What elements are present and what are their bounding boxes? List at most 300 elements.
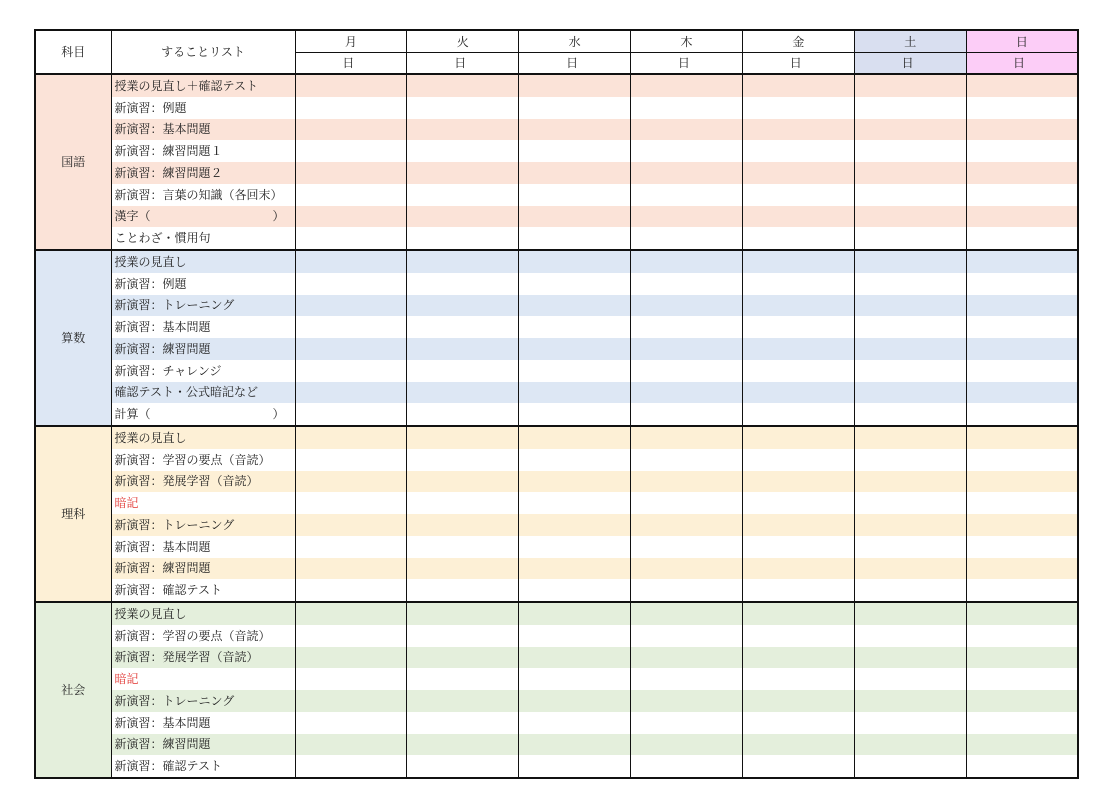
check-cell-sat[interactable] — [854, 119, 966, 141]
check-cell-thu[interactable] — [631, 74, 743, 97]
task-row — [35, 206, 1078, 228]
check-cell-wed[interactable] — [519, 449, 631, 471]
check-cell-thu[interactable] — [631, 403, 743, 426]
task-row — [35, 558, 1078, 580]
check-cell-mon[interactable] — [295, 602, 407, 625]
check-cell-sat[interactable] — [854, 625, 966, 647]
check-cell-mon[interactable] — [295, 625, 407, 647]
check-cell-sat[interactable] — [854, 273, 966, 295]
check-cell-wed[interactable] — [519, 558, 631, 580]
check-cell-mon[interactable] — [295, 273, 407, 295]
check-cell-sat[interactable] — [854, 712, 966, 734]
task-text: 新演習：基本問題 — [114, 539, 211, 554]
task-label — [111, 273, 295, 295]
check-cell-mon[interactable] — [295, 734, 407, 756]
check-cell-sat[interactable] — [854, 558, 966, 580]
check-cell-fri[interactable] — [742, 338, 854, 360]
task-text: 授業の見直し — [114, 606, 187, 621]
check-cell-tue[interactable] — [407, 140, 519, 162]
check-cell-sun[interactable] — [966, 162, 1078, 184]
check-cell-wed[interactable] — [519, 184, 631, 206]
check-cell-sat[interactable] — [854, 690, 966, 712]
check-cell-tue[interactable] — [407, 625, 519, 647]
check-cell-sun[interactable] — [966, 227, 1078, 250]
check-cell-tue[interactable] — [407, 97, 519, 119]
check-cell-fri[interactable] — [742, 602, 854, 625]
task-row — [35, 712, 1078, 734]
check-cell-mon[interactable] — [295, 471, 407, 493]
check-cell-sun[interactable] — [966, 119, 1078, 141]
task-label — [111, 426, 295, 449]
check-cell-sun[interactable] — [966, 140, 1078, 162]
check-cell-sun[interactable] — [966, 426, 1078, 449]
check-cell-mon[interactable] — [295, 492, 407, 514]
check-cell-mon[interactable] — [295, 360, 407, 382]
check-cell-sat[interactable] — [854, 602, 966, 625]
check-cell-fri[interactable] — [742, 647, 854, 669]
check-cell-thu[interactable] — [631, 449, 743, 471]
subject-label: 算数 — [35, 250, 111, 426]
check-cell-tue[interactable] — [407, 403, 519, 426]
check-cell-sun[interactable] — [966, 734, 1078, 756]
check-cell-fri[interactable] — [742, 734, 854, 756]
check-cell-tue[interactable] — [407, 382, 519, 404]
check-cell-sat[interactable] — [854, 492, 966, 514]
check-cell-mon[interactable] — [295, 690, 407, 712]
task-text: 新演習：発展学習（音読） — [114, 650, 259, 665]
check-cell-sat[interactable] — [854, 426, 966, 449]
check-cell-wed[interactable] — [519, 316, 631, 338]
check-cell-tue[interactable] — [407, 690, 519, 712]
check-cell-tue[interactable] — [407, 119, 519, 141]
task-label — [111, 74, 295, 97]
check-cell-tue[interactable] — [407, 712, 519, 734]
check-cell-fri[interactable] — [742, 536, 854, 558]
check-cell-wed[interactable] — [519, 360, 631, 382]
task-row — [35, 755, 1078, 778]
check-cell-fri[interactable] — [742, 140, 854, 162]
check-cell-sun[interactable] — [966, 625, 1078, 647]
check-cell-fri[interactable] — [742, 382, 854, 404]
check-cell-fri[interactable] — [742, 316, 854, 338]
check-cell-fri[interactable] — [742, 449, 854, 471]
check-cell-wed[interactable] — [519, 74, 631, 97]
check-cell-tue[interactable] — [407, 316, 519, 338]
check-cell-sun[interactable] — [966, 184, 1078, 206]
check-cell-fri[interactable] — [742, 295, 854, 317]
check-cell-sat[interactable] — [854, 755, 966, 778]
check-cell-wed[interactable] — [519, 403, 631, 426]
check-cell-mon[interactable] — [295, 558, 407, 580]
check-cell-tue[interactable] — [407, 426, 519, 449]
check-cell-fri[interactable] — [742, 119, 854, 141]
task-row — [35, 449, 1078, 471]
subject-column-header: 科目 — [35, 30, 111, 74]
check-cell-wed[interactable] — [519, 579, 631, 602]
check-cell-wed[interactable] — [519, 140, 631, 162]
check-cell-wed[interactable] — [519, 625, 631, 647]
check-cell-fri[interactable] — [742, 690, 854, 712]
task-label — [111, 647, 295, 669]
group-kokugo — [35, 74, 1078, 250]
check-cell-sat[interactable] — [854, 162, 966, 184]
task-text: 暗記 — [114, 496, 139, 511]
check-cell-fri[interactable] — [742, 227, 854, 250]
task-text: 授業の見直し — [114, 430, 187, 445]
check-cell-tue[interactable] — [407, 250, 519, 273]
check-cell-thu[interactable] — [631, 755, 743, 778]
check-cell-wed[interactable] — [519, 338, 631, 360]
check-cell-sun[interactable] — [966, 668, 1078, 690]
task-row — [35, 227, 1078, 250]
check-cell-thu[interactable] — [631, 140, 743, 162]
check-cell-tue[interactable] — [407, 162, 519, 184]
task-label — [111, 316, 295, 338]
check-cell-thu[interactable] — [631, 162, 743, 184]
check-cell-thu[interactable] — [631, 206, 743, 228]
check-cell-thu[interactable] — [631, 492, 743, 514]
check-cell-fri[interactable] — [742, 360, 854, 382]
check-cell-thu[interactable] — [631, 273, 743, 295]
task-label — [111, 492, 295, 514]
check-cell-wed[interactable] — [519, 295, 631, 317]
check-cell-mon[interactable] — [295, 184, 407, 206]
task-text: 新演習：トレーニング — [114, 693, 235, 708]
check-cell-thu[interactable] — [631, 514, 743, 536]
task-row — [35, 492, 1078, 514]
weekday-wed: 水 — [519, 30, 631, 53]
check-cell-mon[interactable] — [295, 426, 407, 449]
check-cell-tue[interactable] — [407, 338, 519, 360]
check-cell-sat[interactable] — [854, 471, 966, 493]
check-cell-mon[interactable] — [295, 338, 407, 360]
check-cell-sun[interactable] — [966, 536, 1078, 558]
check-cell-tue[interactable] — [407, 227, 519, 250]
check-cell-wed[interactable] — [519, 668, 631, 690]
check-cell-mon[interactable] — [295, 140, 407, 162]
task-close-paren: ） — [272, 407, 285, 422]
task-text: 新演習：確認テスト — [114, 759, 223, 774]
check-cell-thu[interactable] — [631, 558, 743, 580]
subject-label: 社会 — [35, 602, 111, 778]
task-label — [111, 97, 295, 119]
check-cell-wed[interactable] — [519, 97, 631, 119]
check-cell-fri[interactable] — [742, 273, 854, 295]
check-cell-sun[interactable] — [966, 74, 1078, 97]
check-cell-sun[interactable] — [966, 579, 1078, 602]
check-cell-sun[interactable] — [966, 492, 1078, 514]
task-row — [35, 162, 1078, 184]
check-cell-sun[interactable] — [966, 755, 1078, 778]
check-cell-fri[interactable] — [742, 74, 854, 97]
check-cell-fri[interactable] — [742, 492, 854, 514]
task-label — [111, 119, 295, 141]
check-cell-tue[interactable] — [407, 295, 519, 317]
check-cell-mon[interactable] — [295, 382, 407, 404]
check-cell-sat[interactable] — [854, 227, 966, 250]
task-label — [111, 184, 295, 206]
check-cell-fri[interactable] — [742, 162, 854, 184]
task-row — [35, 382, 1078, 404]
date-cell-mon[interactable]: 日 — [295, 53, 407, 75]
check-cell-mon[interactable] — [295, 74, 407, 97]
check-cell-sat[interactable] — [854, 514, 966, 536]
check-cell-sun[interactable] — [966, 602, 1078, 625]
check-cell-sun[interactable] — [966, 514, 1078, 536]
check-cell-sat[interactable] — [854, 647, 966, 669]
check-cell-mon[interactable] — [295, 206, 407, 228]
task-label — [111, 140, 295, 162]
check-cell-wed[interactable] — [519, 712, 631, 734]
check-cell-sat[interactable] — [854, 316, 966, 338]
check-cell-tue[interactable] — [407, 647, 519, 669]
check-cell-tue[interactable] — [407, 514, 519, 536]
check-cell-sat[interactable] — [854, 338, 966, 360]
check-cell-thu[interactable] — [631, 119, 743, 141]
check-cell-mon[interactable] — [295, 97, 407, 119]
check-cell-tue[interactable] — [407, 602, 519, 625]
check-cell-mon[interactable] — [295, 449, 407, 471]
date-cell-wed[interactable]: 日 — [519, 53, 631, 75]
task-text: 新演習：練習問題 — [114, 561, 211, 576]
check-cell-fri[interactable] — [742, 755, 854, 778]
check-cell-wed[interactable] — [519, 647, 631, 669]
check-cell-fri[interactable] — [742, 579, 854, 602]
task-row — [35, 97, 1078, 119]
check-cell-thu[interactable] — [631, 536, 743, 558]
check-cell-thu[interactable] — [631, 250, 743, 273]
check-cell-tue[interactable] — [407, 273, 519, 295]
check-cell-wed[interactable] — [519, 273, 631, 295]
task-text: 確認テスト・公式暗記など — [114, 385, 259, 400]
task-row — [35, 250, 1078, 273]
task-row — [35, 426, 1078, 449]
check-cell-thu[interactable] — [631, 712, 743, 734]
check-cell-wed[interactable] — [519, 162, 631, 184]
check-cell-sun[interactable] — [966, 382, 1078, 404]
check-cell-fri[interactable] — [742, 184, 854, 206]
check-cell-sat[interactable] — [854, 382, 966, 404]
task-text: 新演習：学習の要点（音読） — [114, 452, 271, 467]
check-cell-fri[interactable] — [742, 558, 854, 580]
check-cell-tue[interactable] — [407, 755, 519, 778]
check-cell-sun[interactable] — [966, 712, 1078, 734]
task-row — [35, 360, 1078, 382]
check-cell-tue[interactable] — [407, 74, 519, 97]
check-cell-tue[interactable] — [407, 536, 519, 558]
check-cell-sat[interactable] — [854, 668, 966, 690]
check-cell-sun[interactable] — [966, 97, 1078, 119]
check-cell-sun[interactable] — [966, 206, 1078, 228]
check-cell-wed[interactable] — [519, 602, 631, 625]
check-cell-wed[interactable] — [519, 426, 631, 449]
check-cell-mon[interactable] — [295, 755, 407, 778]
check-cell-thu[interactable] — [631, 316, 743, 338]
check-cell-fri[interactable] — [742, 514, 854, 536]
date-cell-thu[interactable]: 日 — [631, 53, 743, 75]
check-cell-thu[interactable] — [631, 690, 743, 712]
task-label — [111, 514, 295, 536]
check-cell-tue[interactable] — [407, 449, 519, 471]
check-cell-mon[interactable] — [295, 227, 407, 250]
check-cell-sat[interactable] — [854, 206, 966, 228]
check-cell-thu[interactable] — [631, 382, 743, 404]
check-cell-mon[interactable] — [295, 403, 407, 426]
check-cell-tue[interactable] — [407, 492, 519, 514]
check-cell-wed[interactable] — [519, 206, 631, 228]
check-cell-sun[interactable] — [966, 360, 1078, 382]
check-cell-sat[interactable] — [854, 360, 966, 382]
task-label — [111, 579, 295, 602]
task-row — [35, 119, 1078, 141]
task-row — [35, 140, 1078, 162]
task-label — [111, 206, 295, 228]
check-cell-wed[interactable] — [519, 227, 631, 250]
task-label — [111, 712, 295, 734]
task-text: 新演習：例題 — [114, 100, 187, 115]
check-cell-thu[interactable] — [631, 471, 743, 493]
check-cell-sun[interactable] — [966, 690, 1078, 712]
check-cell-thu[interactable] — [631, 602, 743, 625]
check-cell-sat[interactable] — [854, 449, 966, 471]
check-cell-fri[interactable] — [742, 625, 854, 647]
task-row — [35, 668, 1078, 690]
check-cell-fri[interactable] — [742, 206, 854, 228]
task-text: 新演習：確認テスト — [114, 583, 223, 598]
date-cell-tue[interactable]: 日 — [407, 53, 519, 75]
check-cell-mon[interactable] — [295, 647, 407, 669]
check-cell-mon[interactable] — [295, 579, 407, 602]
task-label — [111, 162, 295, 184]
check-cell-thu[interactable] — [631, 647, 743, 669]
check-cell-sat[interactable] — [854, 97, 966, 119]
check-cell-mon[interactable] — [295, 536, 407, 558]
check-cell-sun[interactable] — [966, 316, 1078, 338]
weekday-sat: 土 — [854, 30, 966, 53]
task-text: 新演習：トレーニング — [114, 298, 235, 313]
check-cell-tue[interactable] — [407, 734, 519, 756]
task-label — [111, 536, 295, 558]
check-cell-mon[interactable] — [295, 162, 407, 184]
check-cell-thu[interactable] — [631, 668, 743, 690]
check-cell-mon[interactable] — [295, 668, 407, 690]
check-cell-fri[interactable] — [742, 668, 854, 690]
check-cell-sat[interactable] — [854, 734, 966, 756]
check-cell-sun[interactable] — [966, 449, 1078, 471]
check-cell-sat[interactable] — [854, 403, 966, 426]
check-cell-wed[interactable] — [519, 514, 631, 536]
check-cell-thu[interactable] — [631, 97, 743, 119]
check-cell-sun[interactable] — [966, 558, 1078, 580]
check-cell-sat[interactable] — [854, 250, 966, 273]
check-cell-fri[interactable] — [742, 250, 854, 273]
check-cell-wed[interactable] — [519, 492, 631, 514]
check-cell-thu[interactable] — [631, 295, 743, 317]
task-row — [35, 647, 1078, 669]
check-cell-thu[interactable] — [631, 338, 743, 360]
check-cell-sat[interactable] — [854, 140, 966, 162]
check-cell-sun[interactable] — [966, 295, 1078, 317]
check-cell-thu[interactable] — [631, 579, 743, 602]
check-cell-fri[interactable] — [742, 471, 854, 493]
weekday-mon: 月 — [295, 30, 407, 53]
check-cell-sat[interactable] — [854, 536, 966, 558]
check-cell-thu[interactable] — [631, 426, 743, 449]
task-text: 新演習：練習問題１ — [114, 144, 223, 159]
check-cell-thu[interactable] — [631, 734, 743, 756]
check-cell-fri[interactable] — [742, 403, 854, 426]
check-cell-sun[interactable] — [966, 647, 1078, 669]
check-cell-fri[interactable] — [742, 97, 854, 119]
check-cell-mon[interactable] — [295, 712, 407, 734]
check-cell-sun[interactable] — [966, 250, 1078, 273]
check-cell-thu[interactable] — [631, 184, 743, 206]
check-cell-tue[interactable] — [407, 579, 519, 602]
check-cell-thu[interactable] — [631, 360, 743, 382]
check-cell-sun[interactable] — [966, 338, 1078, 360]
task-text: 新演習：練習問題 — [114, 341, 211, 356]
check-cell-wed[interactable] — [519, 119, 631, 141]
task-row — [35, 74, 1078, 97]
weekday-tue: 火 — [407, 30, 519, 53]
date-cell-sun[interactable]: 日 — [966, 53, 1078, 75]
task-row — [35, 295, 1078, 317]
check-cell-wed[interactable] — [519, 250, 631, 273]
task-text: 授業の見直し — [114, 254, 187, 269]
task-label — [111, 295, 295, 317]
check-cell-tue[interactable] — [407, 471, 519, 493]
task-text: 授業の見直し＋確認テスト — [114, 78, 259, 93]
check-cell-tue[interactable] — [407, 360, 519, 382]
check-cell-thu[interactable] — [631, 625, 743, 647]
check-cell-sun[interactable] — [966, 403, 1078, 426]
check-cell-sun[interactable] — [966, 273, 1078, 295]
date-cell-fri[interactable]: 日 — [742, 53, 854, 75]
task-label — [111, 690, 295, 712]
task-label — [111, 360, 295, 382]
check-cell-thu[interactable] — [631, 227, 743, 250]
check-cell-mon[interactable] — [295, 514, 407, 536]
check-cell-wed[interactable] — [519, 755, 631, 778]
check-cell-tue[interactable] — [407, 206, 519, 228]
check-cell-sat[interactable] — [854, 74, 966, 97]
check-cell-sat[interactable] — [854, 579, 966, 602]
check-cell-wed[interactable] — [519, 471, 631, 493]
check-cell-mon[interactable] — [295, 119, 407, 141]
task-row — [35, 338, 1078, 360]
task-label — [111, 558, 295, 580]
weekday-thu: 木 — [631, 30, 743, 53]
date-cell-sat[interactable]: 日 — [854, 53, 966, 75]
check-cell-fri[interactable] — [742, 712, 854, 734]
check-cell-mon[interactable] — [295, 295, 407, 317]
check-cell-tue[interactable] — [407, 184, 519, 206]
check-cell-wed[interactable] — [519, 690, 631, 712]
check-cell-mon[interactable] — [295, 316, 407, 338]
task-row — [35, 690, 1078, 712]
check-cell-mon[interactable] — [295, 250, 407, 273]
check-cell-sun[interactable] — [966, 471, 1078, 493]
check-cell-sat[interactable] — [854, 295, 966, 317]
check-cell-sat[interactable] — [854, 184, 966, 206]
check-cell-tue[interactable] — [407, 668, 519, 690]
check-cell-tue[interactable] — [407, 558, 519, 580]
check-cell-wed[interactable] — [519, 382, 631, 404]
check-cell-wed[interactable] — [519, 734, 631, 756]
check-cell-fri[interactable] — [742, 426, 854, 449]
group-rika — [35, 426, 1078, 602]
check-cell-wed[interactable] — [519, 536, 631, 558]
